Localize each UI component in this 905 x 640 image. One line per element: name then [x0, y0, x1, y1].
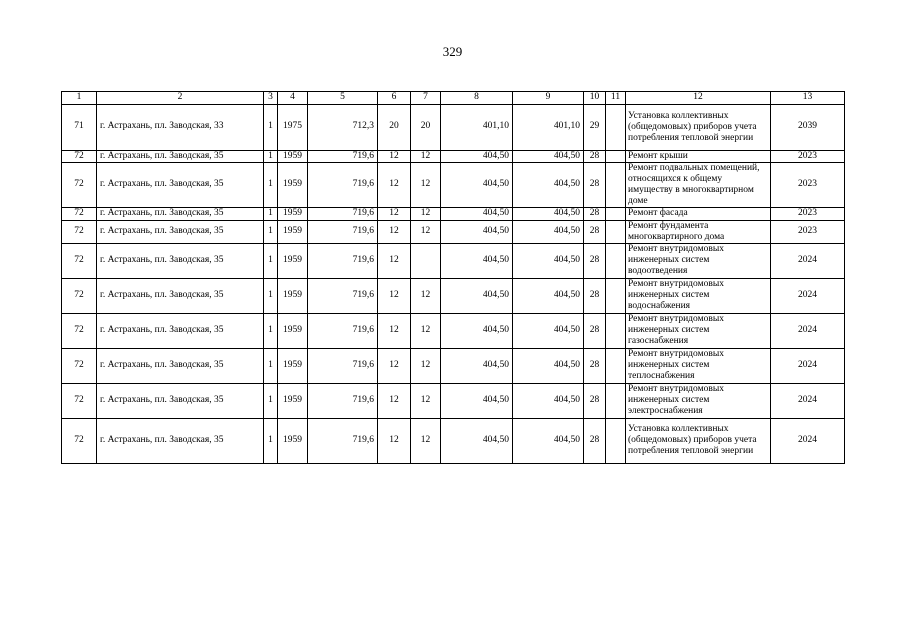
- table-row: [62, 348, 845, 383]
- table-cell-col-1: 72: [62, 348, 97, 383]
- table-cell-col-4: 1959: [278, 243, 308, 278]
- table-row: [62, 313, 845, 348]
- table-cell-col-12: Установка коллективных (общедомовых) приборов учета потребления тепловой энергии: [626, 104, 771, 150]
- table-cell-col-6: 12: [378, 278, 411, 313]
- table-cell-col-4: 1959: [278, 418, 308, 463]
- table-cell-col-10: 28: [584, 313, 606, 348]
- table-cell-col-9: 404,50: [513, 150, 584, 163]
- table-row: [62, 104, 845, 150]
- table-cell-col-4: 1959: [278, 278, 308, 313]
- table-cell-col-3: 1: [264, 220, 278, 243]
- table-cell-col-13: 2023: [771, 220, 845, 243]
- table-cell-col-11: [606, 278, 626, 313]
- table-cell-col-8: 401,10: [441, 104, 513, 150]
- table-cell-col-3: 1: [264, 383, 278, 418]
- table-cell-col-6: 12: [378, 208, 411, 221]
- table-cell-col-4: 1959: [278, 348, 308, 383]
- table-cell-col-11: [606, 348, 626, 383]
- table-cell-col-12: Ремонт фундамента многоквартирного дома: [626, 220, 771, 243]
- table-cell-col-2: г. Астрахань, пл. Заводская, 35: [97, 243, 264, 278]
- table-cell-col-5: 719,6: [308, 278, 378, 313]
- table-cell-col-4: 1959: [278, 150, 308, 163]
- table-cell-col-7: 12: [411, 278, 441, 313]
- table-cell-col-1: 72: [62, 208, 97, 221]
- table-row: [62, 383, 845, 418]
- table-cell-col-13: 2039: [771, 104, 845, 150]
- table-row: [62, 208, 845, 221]
- table-cell-col-3: 1: [264, 418, 278, 463]
- table-cell-col-9: 404,50: [513, 163, 584, 208]
- table-cell-col-2: г. Астрахань, пл. Заводская, 35: [97, 208, 264, 221]
- table-cell-col-9: 404,50: [513, 418, 584, 463]
- table-cell-col-5: 719,6: [308, 220, 378, 243]
- column-header: 4: [278, 92, 308, 105]
- table-cell-col-9: 404,50: [513, 220, 584, 243]
- table-cell-col-8: 404,50: [441, 313, 513, 348]
- table-cell-col-2: г. Астрахань, пл. Заводская, 33: [97, 104, 264, 150]
- table-cell-col-8: 404,50: [441, 150, 513, 163]
- column-header: 5: [308, 92, 378, 105]
- table-cell-col-7: 12: [411, 220, 441, 243]
- table-cell-col-5: 719,6: [308, 243, 378, 278]
- table-cell-col-7: 20: [411, 104, 441, 150]
- table-cell-col-3: 1: [264, 243, 278, 278]
- table-cell-col-1: 72: [62, 163, 97, 208]
- column-header: 9: [513, 92, 584, 105]
- table-row: [62, 163, 845, 208]
- table-cell-col-8: 404,50: [441, 163, 513, 208]
- table-cell-col-9: 401,10: [513, 104, 584, 150]
- table-cell-col-3: 1: [264, 104, 278, 150]
- table-cell-col-7: 12: [411, 418, 441, 463]
- table-cell-col-3: 1: [264, 208, 278, 221]
- table-cell-col-4: 1959: [278, 220, 308, 243]
- table-cell-col-8: 404,50: [441, 383, 513, 418]
- table-cell-col-13: 2024: [771, 313, 845, 348]
- table-cell-col-5: 719,6: [308, 348, 378, 383]
- table-cell-col-12: Ремонт внутридомовых инженерных систем водоснабжения: [626, 278, 771, 313]
- table-cell-col-8: 404,50: [441, 278, 513, 313]
- table-cell-col-11: [606, 220, 626, 243]
- table-cell-col-2: г. Астрахань, пл. Заводская, 35: [97, 313, 264, 348]
- table-row: [62, 278, 845, 313]
- table-cell-col-10: 28: [584, 418, 606, 463]
- table-cell-col-9: 404,50: [513, 208, 584, 221]
- table-cell-col-13: 2024: [771, 278, 845, 313]
- table-cell-col-11: [606, 208, 626, 221]
- column-header: 1: [62, 92, 97, 105]
- table-cell-col-5: 712,3: [308, 104, 378, 150]
- table-cell-col-10: 28: [584, 278, 606, 313]
- table-cell-col-5: 719,6: [308, 383, 378, 418]
- page-number: 329: [442, 44, 463, 59]
- table-cell-col-12: Ремонт внутридомовых инженерных систем электроснабжения: [626, 383, 771, 418]
- table-cell-col-1: 72: [62, 150, 97, 163]
- repair-schedule-table: [61, 91, 845, 464]
- table-cell-col-11: [606, 104, 626, 150]
- table-cell-col-4: 1975: [278, 104, 308, 150]
- table-cell-col-8: 404,50: [441, 220, 513, 243]
- column-header: 11: [606, 92, 626, 105]
- table-cell-col-1: 72: [62, 418, 97, 463]
- table-row: [62, 418, 845, 463]
- table-cell-col-4: 1959: [278, 208, 308, 221]
- table-cell-col-8: 404,50: [441, 243, 513, 278]
- table-cell-col-10: 28: [584, 163, 606, 208]
- table-cell-col-2: г. Астрахань, пл. Заводская, 35: [97, 418, 264, 463]
- table-cell-col-4: 1959: [278, 313, 308, 348]
- column-header: 6: [378, 92, 411, 105]
- table-cell-col-2: г. Астрахань, пл. Заводская, 35: [97, 278, 264, 313]
- column-header: 10: [584, 92, 606, 105]
- table-cell-col-3: 1: [264, 278, 278, 313]
- table-cell-col-11: [606, 163, 626, 208]
- table-cell-col-11: [606, 243, 626, 278]
- table-cell-col-12: Ремонт внутридомовых инженерных систем теплоснабжения: [626, 348, 771, 383]
- table-cell-col-1: 72: [62, 243, 97, 278]
- table-row: [62, 150, 845, 163]
- table-cell-col-4: 1959: [278, 383, 308, 418]
- table-cell-col-10: 28: [584, 150, 606, 163]
- table-cell-col-10: 28: [584, 208, 606, 221]
- table-cell-col-3: 1: [264, 150, 278, 163]
- table-cell-col-6: 20: [378, 104, 411, 150]
- table-cell-col-9: 404,50: [513, 313, 584, 348]
- table-cell-col-8: 404,50: [441, 208, 513, 221]
- table-cell-col-13: 2023: [771, 208, 845, 221]
- table-cell-col-11: [606, 313, 626, 348]
- table-cell-col-13: 2024: [771, 243, 845, 278]
- table-cell-col-12: Ремонт внутридомовых инженерных систем водоотведения: [626, 243, 771, 278]
- table-cell-col-12: Ремонт крыши: [626, 150, 771, 163]
- column-header: 7: [411, 92, 441, 105]
- table-cell-col-7: 12: [411, 150, 441, 163]
- table-cell-col-11: [606, 383, 626, 418]
- table-cell-col-1: 72: [62, 313, 97, 348]
- column-header: 13: [771, 92, 845, 105]
- column-header: 12: [626, 92, 771, 105]
- table-cell-col-13: 2023: [771, 150, 845, 163]
- table-cell-col-13: 2024: [771, 383, 845, 418]
- table-cell-col-6: 12: [378, 418, 411, 463]
- table-cell-col-10: 28: [584, 220, 606, 243]
- column-number-row: [62, 92, 845, 105]
- table-cell-col-8: 404,50: [441, 418, 513, 463]
- table-cell-col-1: 72: [62, 278, 97, 313]
- table-cell-col-5: 719,6: [308, 163, 378, 208]
- table-cell-col-6: 12: [378, 383, 411, 418]
- table-row: [62, 220, 845, 243]
- table-cell-col-6: 12: [378, 150, 411, 163]
- table-cell-col-6: 12: [378, 220, 411, 243]
- table-cell-col-13: 2024: [771, 348, 845, 383]
- table-cell-col-3: 1: [264, 348, 278, 383]
- table-cell-col-6: 12: [378, 348, 411, 383]
- table-cell-col-6: 12: [378, 313, 411, 348]
- table-cell-col-3: 1: [264, 163, 278, 208]
- table-cell-col-2: г. Астрахань, пл. Заводская, 35: [97, 383, 264, 418]
- table-cell-col-7: 12: [411, 383, 441, 418]
- table-cell-col-7: 12: [411, 348, 441, 383]
- table-cell-col-9: 404,50: [513, 348, 584, 383]
- table-cell-col-3: 1: [264, 313, 278, 348]
- table-cell-col-10: 28: [584, 383, 606, 418]
- table-cell-col-11: [606, 418, 626, 463]
- column-header: 8: [441, 92, 513, 105]
- table-cell-col-7: 12: [411, 313, 441, 348]
- table-cell-col-8: 404,50: [441, 348, 513, 383]
- table-cell-col-2: г. Астрахань, пл. Заводская, 35: [97, 220, 264, 243]
- table-cell-col-7: 12: [411, 208, 441, 221]
- table-cell-col-7: [411, 243, 441, 278]
- table-cell-col-5: 719,6: [308, 313, 378, 348]
- table-cell-col-5: 719,6: [308, 208, 378, 221]
- table-cell-col-6: 12: [378, 163, 411, 208]
- table-cell-col-6: 12: [378, 243, 411, 278]
- table-cell-col-13: 2024: [771, 418, 845, 463]
- table-row: [62, 243, 845, 278]
- table-cell-col-4: 1959: [278, 163, 308, 208]
- table-cell-col-10: 28: [584, 348, 606, 383]
- table-cell-col-2: г. Астрахань, пл. Заводская, 35: [97, 348, 264, 383]
- table-cell-col-9: 404,50: [513, 278, 584, 313]
- table-cell-col-10: 29: [584, 104, 606, 150]
- table-cell-col-2: г. Астрахань, пл. Заводская, 35: [97, 163, 264, 208]
- table-cell-col-9: 404,50: [513, 243, 584, 278]
- table-cell-col-1: 72: [62, 220, 97, 243]
- column-header: 3: [264, 92, 278, 105]
- table-cell-col-12: Установка коллективных (общедомовых) приборов учета потребления тепловой энергии: [626, 418, 771, 463]
- table-cell-col-5: 719,6: [308, 418, 378, 463]
- table-cell-col-7: 12: [411, 163, 441, 208]
- table-cell-col-5: 719,6: [308, 150, 378, 163]
- table-cell-col-1: 71: [62, 104, 97, 150]
- table-cell-col-12: Ремонт внутридомовых инженерных систем газоснабжения: [626, 313, 771, 348]
- table-cell-col-13: 2023: [771, 163, 845, 208]
- table-cell-col-9: 404,50: [513, 383, 584, 418]
- table-cell-col-2: г. Астрахань, пл. Заводская, 35: [97, 150, 264, 163]
- table-cell-col-11: [606, 150, 626, 163]
- table-cell-col-12: Ремонт фасада: [626, 208, 771, 221]
- table-cell-col-12: Ремонт подвальных помещений, относящихся к общему имуществу в многоквартирном доме: [626, 163, 771, 208]
- column-header: 2: [97, 92, 264, 105]
- table-cell-col-10: 28: [584, 243, 606, 278]
- table-cell-col-1: 72: [62, 383, 97, 418]
